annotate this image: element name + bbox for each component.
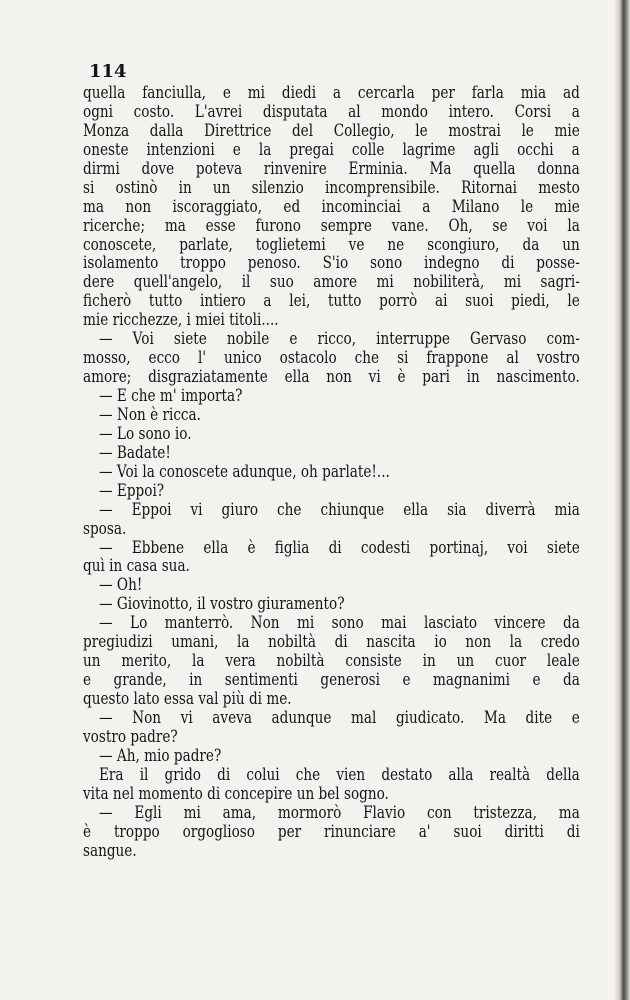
text-line: ogni costo. L'avrei disputata al mondo intero. Corsi a <box>83 101 580 122</box>
text-line: Monza dalla Direttrice del Collegio, le mostrai le mie <box>83 120 580 141</box>
text-line: — Eppoi vi giuro che chiunque ella sia diverrà mia <box>99 499 580 520</box>
text-line: sposa. <box>83 518 127 539</box>
text-line: — Voi la conoscete adunque, oh parlate!... <box>99 461 390 482</box>
text-line: — Giovinotto, il vostro giuramento? <box>99 594 345 615</box>
text-line: pregiudizi umani, la nobiltà di nascita io non la credo <box>83 632 580 653</box>
text-line: isolamento troppo penoso. S'io sono indegno di posse- <box>83 253 580 274</box>
text-line: — Lo sono io. <box>99 423 192 444</box>
text-line: vita nel momento di concepire un bel sogno. <box>83 783 389 804</box>
text-line: oneste intenzioni e la pregai colle lagrime agli occhi a <box>83 139 580 160</box>
book-gutter <box>614 0 630 1000</box>
text-line: mosso, ecco l' unico ostacolo che si frappone al vostro <box>83 348 580 369</box>
text-line: dere quell'angelo, il suo amore mi nobiliterà, mi sagri- <box>83 272 580 293</box>
text-line: conoscete, parlate, toglietemi ve ne scongiuro, da un <box>83 234 580 255</box>
text-line: — E che m' importa? <box>99 386 243 406</box>
text-line: ma non iscoraggiato, ed incominciai a Milano le mie <box>83 196 580 217</box>
text-line: quì in casa sua. <box>83 556 190 577</box>
text-line: vostro padre? <box>83 726 178 747</box>
text-line: ricerche; ma esse furono sempre vane. Oh, se voi la <box>83 215 580 236</box>
text-line: amore; disgraziatamente ella non vi è pari in nascimento. <box>83 367 580 388</box>
text-line: — Non vi aveva adunque mal giudicato. Ma dite e <box>99 707 580 728</box>
text-line: mie ricchezze, i miei titoli.... <box>83 310 279 331</box>
body-text <box>83 84 580 860</box>
text-line: — Voi siete nobile e ricco, interruppe Gervaso com- <box>99 329 580 350</box>
text-line: — Egli mi ama, mormorò Flavio con tristezza, ma <box>99 802 580 823</box>
text-line: si ostinò in un silenzio incomprensibile. Ritornai mesto <box>83 177 580 198</box>
text-line: — Ah, mio padre? <box>99 745 222 766</box>
text-line: un merito, la vera nobiltà consiste in un cuor leale <box>83 651 580 672</box>
text-line: — Oh! <box>99 575 143 596</box>
text-line: è troppo orgoglioso per rinunciare a' suoi diritti di <box>83 821 580 842</box>
text-line: questo lato essa val più di me. <box>83 689 292 709</box>
page-number: 114 <box>89 61 127 82</box>
text-line: dirmi dove poteva rinvenire Erminia. Ma quella donna <box>83 158 580 179</box>
text-line: Era il grido di colui che vien destato alla realtà della <box>99 764 580 785</box>
text-block <box>83 60 580 860</box>
text-line: — Non è ricca. <box>99 404 201 425</box>
text-line: — Lo manterrò. Non mi sono mai lasciato vincere da <box>99 613 580 634</box>
text-line: — Ebbene ella è figlia di codesti portinaj, voi siete <box>99 537 580 558</box>
text-line: sangue. <box>83 840 137 861</box>
text-line: quella fanciulla, e mi diedi a cercarla per farla mia ad <box>83 83 580 103</box>
text-line: ficherò tutto intiero a lei, tutto porrò ai suoi piedi, le <box>83 291 580 312</box>
text-line: e grande, in sentimenti generosi e magnanimi e da <box>83 670 580 691</box>
text-line: — Eppoi? <box>99 480 165 501</box>
text-line: — Badate! <box>99 442 171 463</box>
